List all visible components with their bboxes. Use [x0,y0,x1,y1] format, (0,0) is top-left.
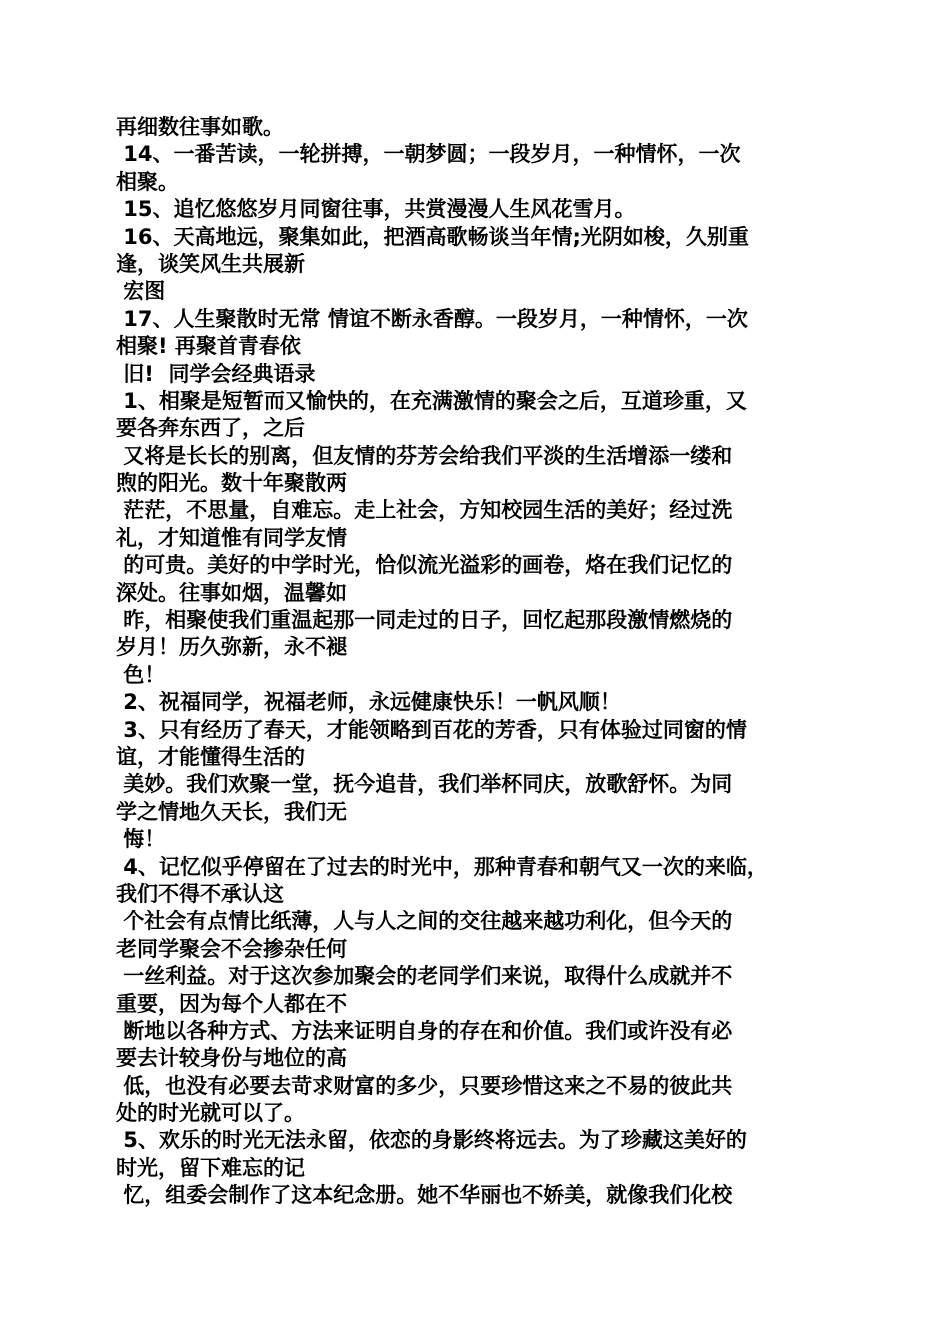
text-line: 17、人生聚散时无常 情谊不断永香醇。一段岁月，一种情怀，一次 [116,306,748,331]
text-line: 时光，留下难忘的记 [116,1155,305,1180]
text-line: 14、一番苦读，一轮拼搏，一朝梦圆；一段岁月，一种情怀，一次 [116,142,741,167]
text-line: 昨，相聚使我们重温起那一同走过的日子，回忆起那段激情燃烧的 [116,608,733,633]
text-line: 个社会有点情比纸薄，人与人之间的交往越来越功利化，但今天的 [116,909,733,934]
text-line: 重要，因为每个人都在不 [116,991,347,1016]
text-line: 旧! 同学会经典语录 [116,361,316,386]
text-line: 4、记忆似乎停留在了过去的时光中，那种青春和朝气又一次的来临， [116,854,768,879]
text-line: 15、追忆悠悠岁月同窗往事，共赏漫漫人生风花雪月。 [116,197,636,222]
text-line: 学之情地久天长，我们无 [116,799,347,824]
text-line: 要去计较身份与地位的高 [116,1046,347,1071]
text-line: 一丝利益。对于这次参加聚会的老同学们来说，取得什么成就并不 [116,964,733,989]
text-line: 再细数往事如歌。 [116,115,284,139]
text-line: 处的时光就可以了。 [116,1101,305,1126]
text-line: 16、天高地远，聚集如此，把酒高歌畅谈当年情;光阴如梭，久别重 [116,224,749,249]
text-line: 断地以各种方式、方法来证明自身的存在和价值。我们或许没有必 [116,1018,733,1043]
text-line: 深处。往事如烟，温馨如 [116,580,347,605]
text-line: 礼，才知道惟有同学友情 [116,525,347,550]
text-line: 3、只有经历了春天，才能领略到百花的芳香，只有体验过同窗的情 [116,717,747,742]
text-line: 岁月！历久弥新，永不褪 [116,635,347,660]
text-line: 宏图 [116,279,166,304]
text-line: 2、祝福同学，祝福老师，永远健康快乐！一帆风顺！ [116,690,621,715]
text-line: 相聚。 [116,169,179,194]
text-line: 逢，谈笑风生共展新 [116,251,305,276]
text-line: 的可贵。美好的中学时光，恰似流光溢彩的画卷，烙在我们记忆的 [116,553,733,578]
text-line: 要各奔东西了，之后 [116,416,305,441]
text-line: 色！ [116,662,166,687]
text-line: 1、相聚是短暂而又愉快的，在充满激情的聚会之后，互道珍重，又 [116,388,747,413]
text-line: 又将是长长的别离，但友情的芬芳会给我们平淡的生活增添一缕和 [116,443,733,468]
text-line: 忆，组委会制作了这本纪念册。她不华丽也不娇美，就像我们化校 [116,1183,733,1208]
text-line: 低，也没有必要去苛求财富的多少，只要珍惜这来之不易的彼此共 [116,1073,733,1098]
text-line: 悔！ [116,827,166,852]
document-page [116,114,856,1210]
text-line: 谊，才能懂得生活的 [116,744,305,769]
text-line: 茫茫，不思量，自难忘。走上社会，方知校园生活的美好；经过洗 [116,498,733,523]
text-line: 老同学聚会不会掺杂任何 [116,936,347,961]
text-line: 煦的阳光。数十年聚散两 [116,471,347,496]
text-line: 5、欢乐的时光无法永留，依恋的身影终将远去。为了珍藏这美好的 [116,1128,747,1153]
text-line: 美妙。我们欢聚一堂，抚今追昔，我们举杯同庆，放歌舒怀。为同 [116,772,733,797]
text-line: 相聚! 再聚首青春依 [116,334,301,359]
text-line: 我们不得不承认这 [116,881,284,906]
